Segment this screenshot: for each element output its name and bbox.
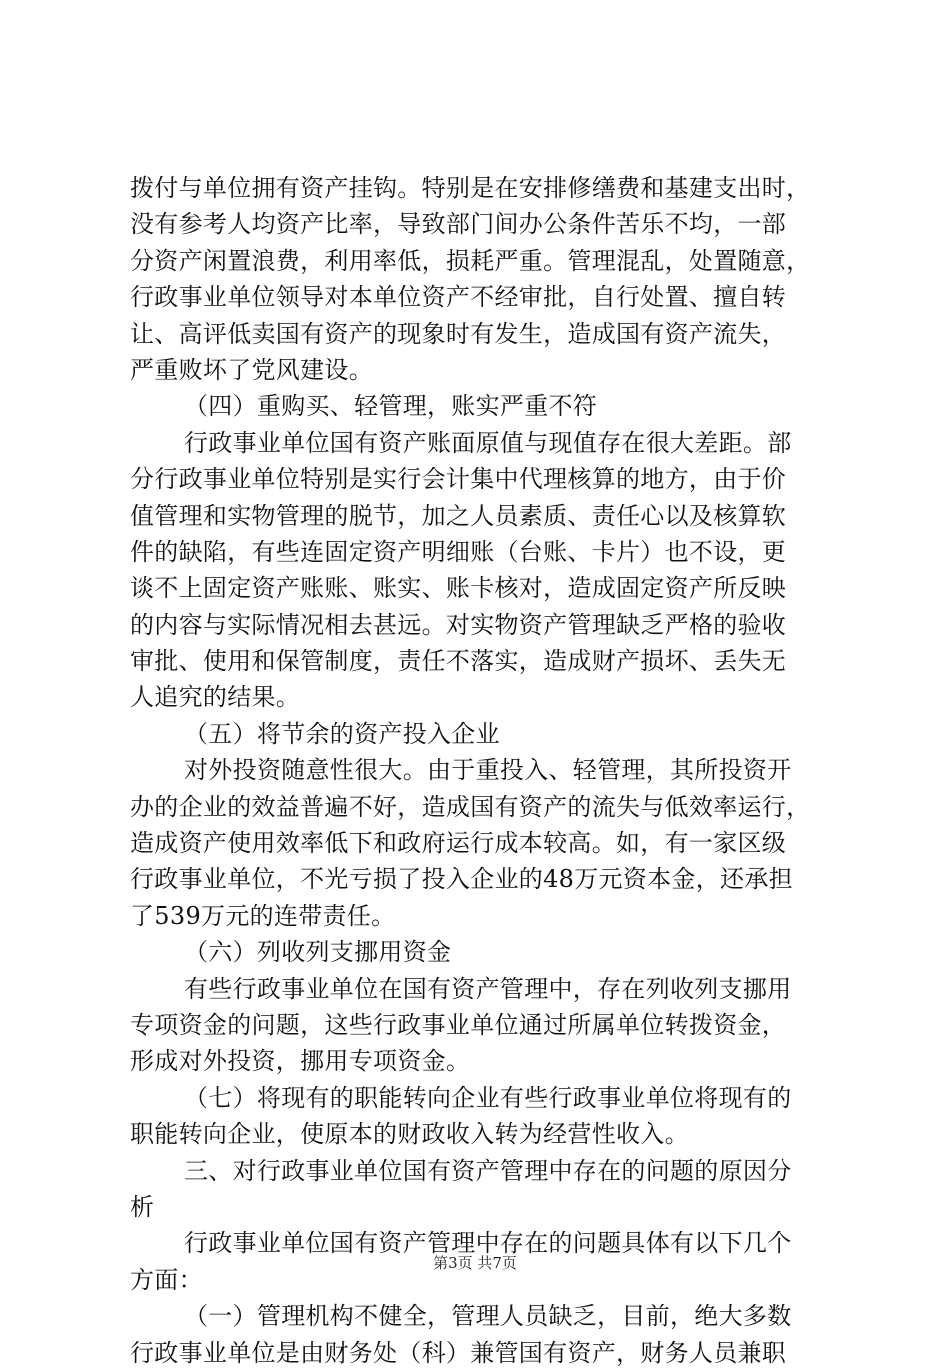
text-line: 行政事业单位，不光亏损了投入企业的48万元资本金，还承担 [130, 865, 793, 894]
text-line: 方面： [130, 1265, 203, 1294]
text-line: 值管理和实物管理的脱节，加之人员素质、责任心以及核算软 [130, 501, 787, 530]
text-line: 没有参考人均资产比率，导致部门间办公条件苦乐不均，一部 [130, 210, 787, 239]
text-line: 形成对外投资，挪用专项资金。 [130, 1047, 471, 1076]
text-line: （六）列收列支挪用资金 [184, 938, 452, 967]
text-line: 人追究的结果。 [130, 683, 301, 712]
text-line: 件的缺陷，有些连固定资产明细账（台账、卡片）也不设，更 [130, 537, 787, 566]
text-line: 审批、使用和保管制度，责任不落实，造成财产损坏、丢失无 [130, 647, 787, 676]
text-line: （四）重购买、轻管理，账实严重不符 [184, 392, 598, 421]
text-line: 拨付与单位拥有资产挂钩。特别是在安排修缮费和基建支出时， [130, 174, 811, 202]
text-line: 析 [130, 1192, 155, 1221]
text-line: 专项资金的问题，这些行政事业单位通过所属单位转拨资金， [130, 1010, 787, 1039]
text-line: 职能转向企业，使原本的财政收入转为经营性收入。 [130, 1120, 689, 1149]
text-line: 让、高评低卖国有资产的现象时有发生，造成国有资产流失， [130, 319, 787, 348]
text-line: 对外投资随意性很大。由于重投入、轻管理，其所投资开 [184, 756, 792, 785]
text-line: （七）将现有的职能转向企业有些行政事业单位将现有的 [184, 1083, 792, 1112]
text-line: 行政事业单位国有资产账面原值与现值存在很大差距。部 [184, 428, 792, 457]
text-line: （一）管理机构不健全，管理人员缺乏，目前，绝大多数 [184, 1302, 792, 1331]
body-text [130, 170, 820, 1371]
text-line: 谈不上固定资产账账、账实、账卡核对，造成固定资产所反映 [130, 574, 787, 603]
page-footer: 第3页 共7页 [433, 1254, 517, 1272]
text-line: 行政事业单位国有资产管理中存在的问题具体有以下几个 [184, 1229, 792, 1258]
text-line: 分行政事业单位特别是实行会计集中代理核算的地方，由于价 [130, 465, 787, 494]
text-line: 有些行政事业单位在国有资产管理中，存在列收列支挪用 [184, 974, 792, 1003]
text-line: 严重败坏了党风建设。 [130, 355, 373, 384]
text-line: 的内容与实际情况相去甚远。对实物资产管理缺乏严格的验收 [130, 610, 787, 639]
text-line: 行政事业单位领导对本单位资产不经审批，自行处置、擅自转 [130, 283, 787, 312]
text-line: 了539万元的连带责任。 [130, 901, 396, 930]
text-line: 办的企业的效益普遍不好，造成国有资产的流失与低效率运行， [130, 792, 811, 821]
text-line: 造成资产使用效率低下和政府运行成本较高。如，有一家区级 [130, 829, 787, 858]
text-line: 三、对行政事业单位国有资产管理中存在的问题的原因分 [184, 1156, 792, 1185]
text-line: 行政事业单位是由财务处（科）兼管国有资产，财务人员兼职 [130, 1338, 787, 1367]
text-line: （五）将节余的资产投入企业 [184, 719, 500, 748]
text-line: 分资产闲置浪费，利用率低，损耗严重。管理混乱，处置随意， [130, 246, 811, 275]
